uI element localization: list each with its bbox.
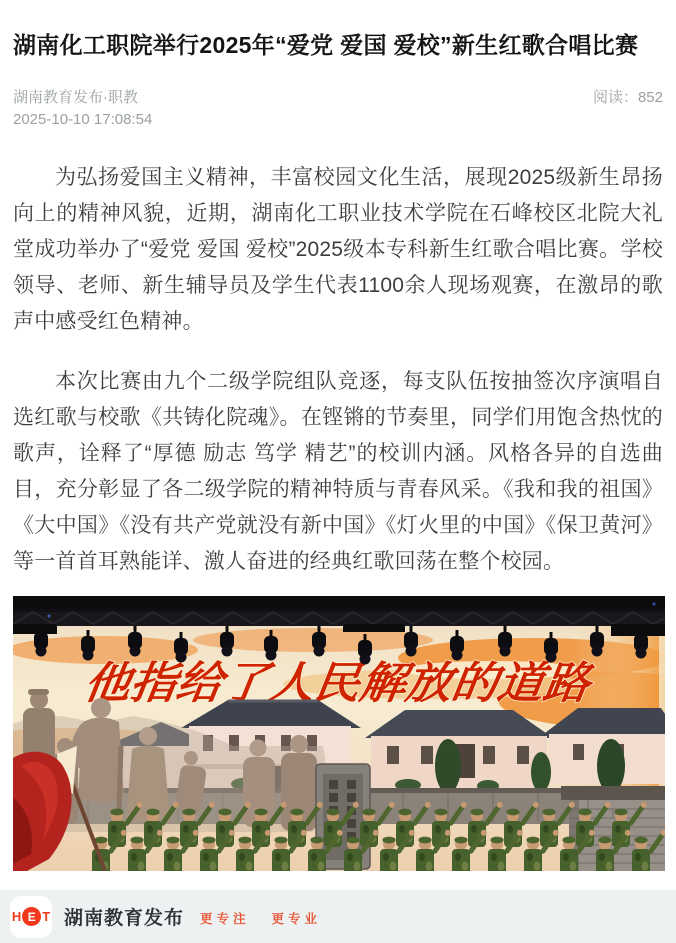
article-source-link[interactable]: 湖南教育发布·职教 [13, 89, 138, 106]
paragraph-1: 为弘扬爱国主义精神，丰富校园文化生活，展现2025级新生昂扬向上的精神风貌，近期，湖南化工职业技术学院在石峰校区北院大礼堂成功举办了“爱党 爱国 爱校”2025级本专科新生红歌合唱比赛。学校领导、老师、新生辅导员及学生代表1100余人现场观赛，在激昂的歌声中感受红色精神。 [13, 166, 663, 333]
article-body [0, 28, 676, 871]
article-photo[interactable] [13, 596, 665, 871]
article-page [0, 28, 676, 929]
article-title: 湖南化工职院举行2025年“爱党 爱国 爱校”新生红歌合唱比赛 [13, 32, 639, 58]
slogan-1: 更专注 [200, 912, 250, 926]
slogan-2: 更专业 [271, 912, 322, 926]
publisher-slogans [200, 906, 321, 927]
paragraph-2: 本次比赛由九个二级学院组队竞逐，每支队伍按抽签次序演唱自选红歌与校歌《共铸化院魂》。在铿锵的节奏里，同学们用饱含热忱的歌声，诠释了“厚德 励志 笃学 精艺”的校训内涵。风格各异的自选曲目，充分彰显了各二级学院的精神特质与青春风采。《我和我的祖国》《大中国》《没有共产党就没有新中国》《灯火里的中国》《保卫黄河》等一首首耳熟能详、激人奋进的经典红歌回荡在整个校园。 [13, 370, 663, 573]
read-count-value: 852 [637, 89, 663, 106]
logo-letter-e: E [27, 909, 36, 924]
logo-letter-h: H [11, 909, 22, 924]
logo-letter-e-circle [22, 907, 41, 926]
photo-banner-text: 他指给了人民解放的道路 [80, 658, 572, 709]
read-count-label: 阅读： [592, 89, 638, 106]
publish-datetime: 2025-10-10 17:08:54 [13, 111, 153, 128]
article-meta-row [13, 88, 663, 108]
publisher-footer [0, 890, 676, 943]
stage-photo-illustration [13, 596, 665, 871]
publisher-name[interactable]: 湖南教育发布 [64, 908, 185, 929]
read-count-badge [593, 88, 663, 108]
logo-letter-t: T [42, 909, 51, 924]
het-logo[interactable] [10, 896, 52, 938]
